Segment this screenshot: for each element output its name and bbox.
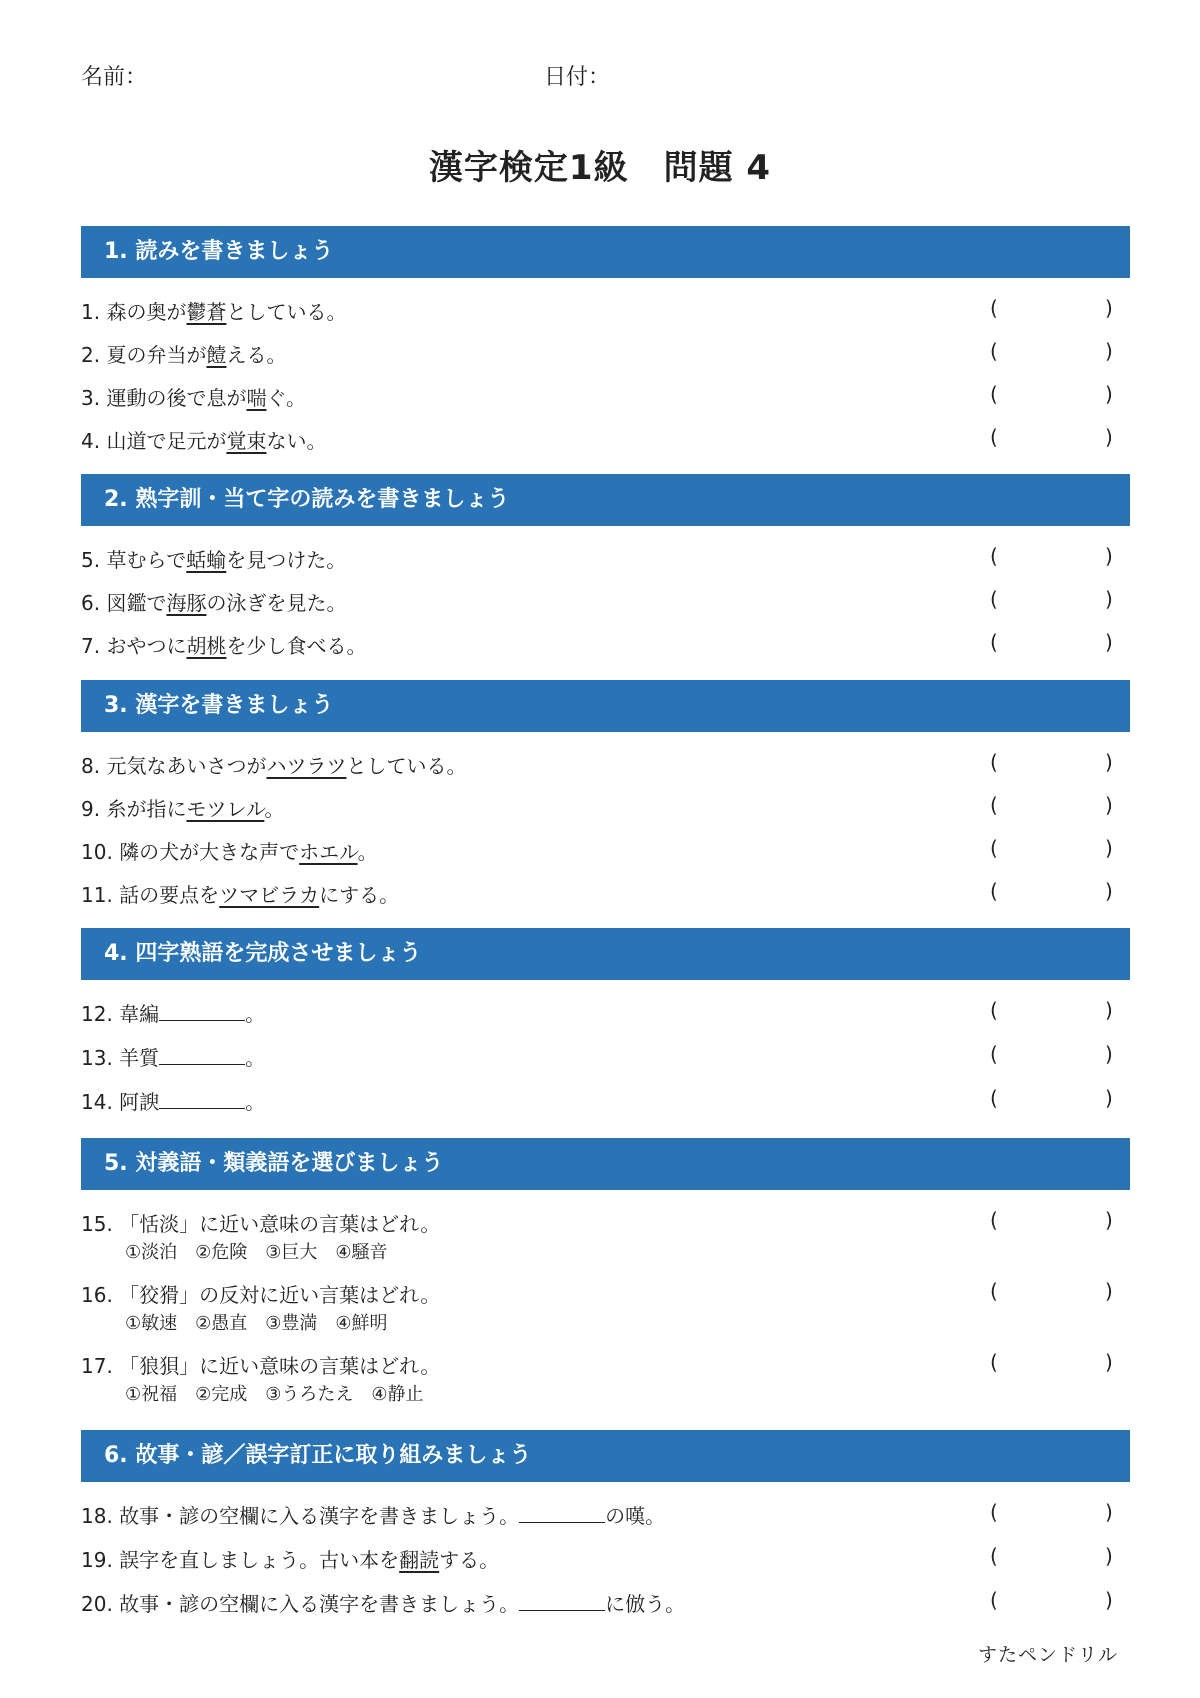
section [81, 1138, 1130, 1405]
choice-option: ②愚直 [195, 1313, 248, 1334]
question-suffix: 。 [245, 1046, 266, 1070]
question-number: 8. [81, 754, 101, 778]
question-text [81, 339, 286, 368]
question-number: 11. [81, 883, 113, 907]
answer-paren-close[interactable]: ) [1105, 587, 1113, 611]
answer-paren-close[interactable]: ) [1105, 296, 1113, 320]
choice-list [125, 1380, 442, 1406]
answer-paren-close[interactable]: ) [1105, 879, 1113, 903]
question-suffix: を少し食べる。 [226, 634, 367, 658]
answer-paren-close[interactable]: ) [1105, 339, 1113, 363]
answer-blank[interactable] [519, 1502, 605, 1523]
answer-paren-open[interactable]: ( [990, 750, 998, 774]
question-prefix: おやつに [106, 634, 187, 658]
question-text [81, 382, 306, 411]
answer-paren-close[interactable]: ) [1105, 1086, 1113, 1110]
answer-paren-open[interactable]: ( [990, 1544, 998, 1568]
question-prefix: 山道で足元が [106, 429, 227, 453]
question-suffix: にする。 [319, 883, 400, 907]
question-text [81, 587, 346, 616]
choice-option: ①淡泊 [125, 1242, 178, 1263]
question-number: 12. [81, 1002, 113, 1026]
target-word: モツレル [186, 797, 265, 821]
question-prefix: 隣の犬が大きな声で [119, 840, 300, 864]
answer-paren-close[interactable]: ) [1105, 998, 1113, 1022]
question-suffix: 。 [245, 1090, 266, 1114]
question-suffix: を見つけた。 [226, 548, 347, 572]
target-word: 覚束 [226, 429, 267, 453]
answer-paren-open[interactable]: ( [990, 793, 998, 817]
answer-paren-open[interactable]: ( [990, 1588, 998, 1612]
question-number: 16. [81, 1283, 113, 1307]
question-prefix: 図鑑で [106, 591, 167, 615]
question-suffix: 。 [245, 1002, 266, 1026]
question-suffix: ない。 [266, 429, 327, 453]
answer-blank[interactable] [159, 1000, 245, 1021]
question-number: 20. [81, 1592, 113, 1616]
question-number: 15. [81, 1212, 113, 1236]
answer-paren-open[interactable]: ( [990, 1086, 998, 1110]
question-prefix: 羊質 [119, 1046, 160, 1070]
question-text [81, 425, 326, 454]
choice-option: ①祝福 [125, 1384, 178, 1405]
choice-option: ④鮮明 [335, 1313, 388, 1334]
question-prefix: 「狡猾」の反対に近い言葉はどれ。 [119, 1283, 441, 1307]
question-number: 6. [81, 591, 101, 615]
question-text [81, 1208, 440, 1237]
page-title: 漢字検定1級 問題 4 [428, 148, 772, 188]
choice-option: ②完成 [195, 1384, 248, 1405]
section-header: 5. 対義語・類義語を選びましょう [81, 1138, 1130, 1190]
section-header: 6. 故事・諺／誤字訂正に取り組みましょう [81, 1430, 1130, 1482]
answer-paren-close[interactable]: ) [1105, 1544, 1113, 1568]
question-number: 1. [81, 300, 101, 324]
answer-paren-close[interactable]: ) [1105, 1500, 1113, 1524]
answer-paren-open[interactable]: ( [990, 1500, 998, 1524]
question-text [81, 630, 366, 659]
answer-blank[interactable] [519, 1590, 605, 1611]
answer-paren-open[interactable]: ( [990, 1208, 998, 1232]
target-word: 喘 [246, 386, 267, 410]
question-suffix: としている。 [226, 300, 347, 324]
question-suffix: ぐ。 [266, 386, 307, 410]
question-text [81, 1500, 665, 1529]
question-suffix: 。 [264, 797, 285, 821]
footer-brand: すたペンドリル [978, 1644, 1119, 1666]
question-prefix: 韋編 [119, 1002, 160, 1026]
question-suffix: える。 [226, 343, 287, 367]
question-text [81, 836, 378, 865]
choice-option: ③うろたえ [265, 1384, 354, 1405]
answer-paren-open[interactable]: ( [990, 998, 998, 1022]
question-prefix: 糸が指に [106, 797, 187, 821]
question-number: 5. [81, 548, 101, 572]
choice-option: ④騒音 [335, 1242, 388, 1263]
section-header: 3. 漢字を書きましょう [81, 680, 1130, 732]
question-number: 13. [81, 1046, 113, 1070]
target-word: ハツラツ [266, 754, 347, 778]
question-text [81, 296, 346, 325]
section [81, 474, 1130, 658]
target-word: 翻読 [399, 1548, 440, 1572]
question-prefix: 夏の弁当が [106, 343, 207, 367]
question-prefix: 運動の後で息が [106, 386, 247, 410]
answer-paren-open[interactable]: ( [990, 836, 998, 860]
answer-paren-close[interactable]: ) [1105, 1279, 1113, 1303]
section-header: 4. 四字熟語を完成させましょう [81, 928, 1130, 980]
target-word: 饐 [206, 343, 227, 367]
question-suffix: の嘆。 [605, 1504, 666, 1528]
question-text [81, 1279, 440, 1308]
question-suffix: する。 [439, 1548, 500, 1572]
answer-paren-open[interactable]: ( [990, 339, 998, 363]
section-header: 2. 熟字訓・当て字の読みを書きましょう [81, 474, 1130, 526]
answer-paren-close[interactable]: ) [1105, 382, 1113, 406]
answer-paren-close[interactable]: ) [1105, 1208, 1113, 1232]
question-prefix: 故事・諺の空欄に入る漢字を書きましょう。 [119, 1592, 520, 1616]
question-text [81, 793, 284, 822]
section [81, 226, 1130, 453]
answer-blank[interactable] [159, 1088, 245, 1109]
answer-paren-close[interactable]: ) [1105, 544, 1113, 568]
target-word: ツマビラカ [219, 883, 320, 907]
section [81, 928, 1130, 1114]
question-text [81, 1544, 499, 1573]
choice-option: ④静止 [371, 1384, 424, 1405]
question-text [81, 544, 346, 573]
question-text [81, 1588, 685, 1617]
name-label: 名前： [81, 65, 148, 90]
question-number: 2. [81, 343, 101, 367]
answer-paren-close[interactable]: ) [1105, 750, 1113, 774]
question-prefix: 阿諛 [119, 1090, 160, 1114]
section-header: 1. 読みを書きましょう [81, 226, 1130, 278]
question-suffix: に倣う。 [605, 1592, 686, 1616]
question-prefix: 草むらで [106, 548, 187, 572]
question-text [81, 750, 466, 779]
question-prefix: 話の要点を [119, 883, 220, 907]
question-number: 18. [81, 1504, 113, 1528]
question-number: 10. [81, 840, 113, 864]
target-word: 蛞蝓 [186, 548, 227, 572]
question-text [81, 879, 399, 908]
choice-list [125, 1309, 406, 1335]
answer-paren-open[interactable]: ( [990, 425, 998, 449]
answer-paren-close[interactable]: ) [1105, 836, 1113, 860]
choice-option: ③豊満 [265, 1313, 318, 1334]
question-number: 9. [81, 797, 101, 821]
answer-blank[interactable] [159, 1044, 245, 1065]
answer-paren-open[interactable]: ( [990, 630, 998, 654]
answer-paren-open[interactable]: ( [990, 879, 998, 903]
question-suffix: の泳ぎを見た。 [206, 591, 347, 615]
target-word: 海豚 [166, 591, 207, 615]
answer-paren-open[interactable]: ( [990, 1042, 998, 1066]
section [81, 680, 1130, 907]
answer-paren-open[interactable]: ( [990, 1279, 998, 1303]
choice-option: ③巨大 [265, 1242, 318, 1263]
target-word: ホエル [299, 840, 358, 864]
answer-paren-close[interactable]: ) [1105, 1588, 1113, 1612]
choice-option: ②危険 [195, 1242, 248, 1263]
target-word: 胡桃 [186, 634, 227, 658]
answer-paren-close[interactable]: ) [1105, 1350, 1113, 1374]
question-number: 17. [81, 1354, 113, 1378]
question-number: 14. [81, 1090, 113, 1114]
question-number: 4. [81, 429, 101, 453]
answer-paren-open[interactable]: ( [990, 382, 998, 406]
question-text [81, 1350, 440, 1379]
question-suffix: としている。 [346, 754, 467, 778]
date-label: 日付： [544, 65, 611, 90]
answer-paren-open[interactable]: ( [990, 296, 998, 320]
answer-paren-open[interactable]: ( [990, 587, 998, 611]
question-prefix: 誤字を直しましょう。古い本を [119, 1548, 400, 1572]
section [81, 1430, 1130, 1616]
question-number: 7. [81, 634, 101, 658]
question-prefix: 森の奥が [106, 300, 187, 324]
question-prefix: 元気なあいさつが [106, 754, 267, 778]
question-prefix: 故事・諺の空欄に入る漢字を書きましょう。 [119, 1504, 520, 1528]
answer-paren-open[interactable]: ( [990, 544, 998, 568]
question-suffix: 。 [357, 840, 378, 864]
answer-paren-close[interactable]: ) [1105, 793, 1113, 817]
answer-paren-close[interactable]: ) [1105, 425, 1113, 449]
target-word: 鬱蒼 [186, 300, 227, 324]
question-prefix: 「恬淡」に近い意味の言葉はどれ。 [119, 1212, 441, 1236]
question-text [81, 1086, 265, 1115]
question-number: 19. [81, 1548, 113, 1572]
question-text [81, 998, 265, 1027]
answer-paren-close[interactable]: ) [1105, 630, 1113, 654]
question-prefix: 「狼狽」に近い意味の言葉はどれ。 [119, 1354, 441, 1378]
choice-list [125, 1238, 406, 1264]
answer-paren-open[interactable]: ( [990, 1350, 998, 1374]
question-number: 3. [81, 386, 101, 410]
choice-option: ①敏速 [125, 1313, 178, 1334]
question-text [81, 1042, 265, 1071]
answer-paren-close[interactable]: ) [1105, 1042, 1113, 1066]
